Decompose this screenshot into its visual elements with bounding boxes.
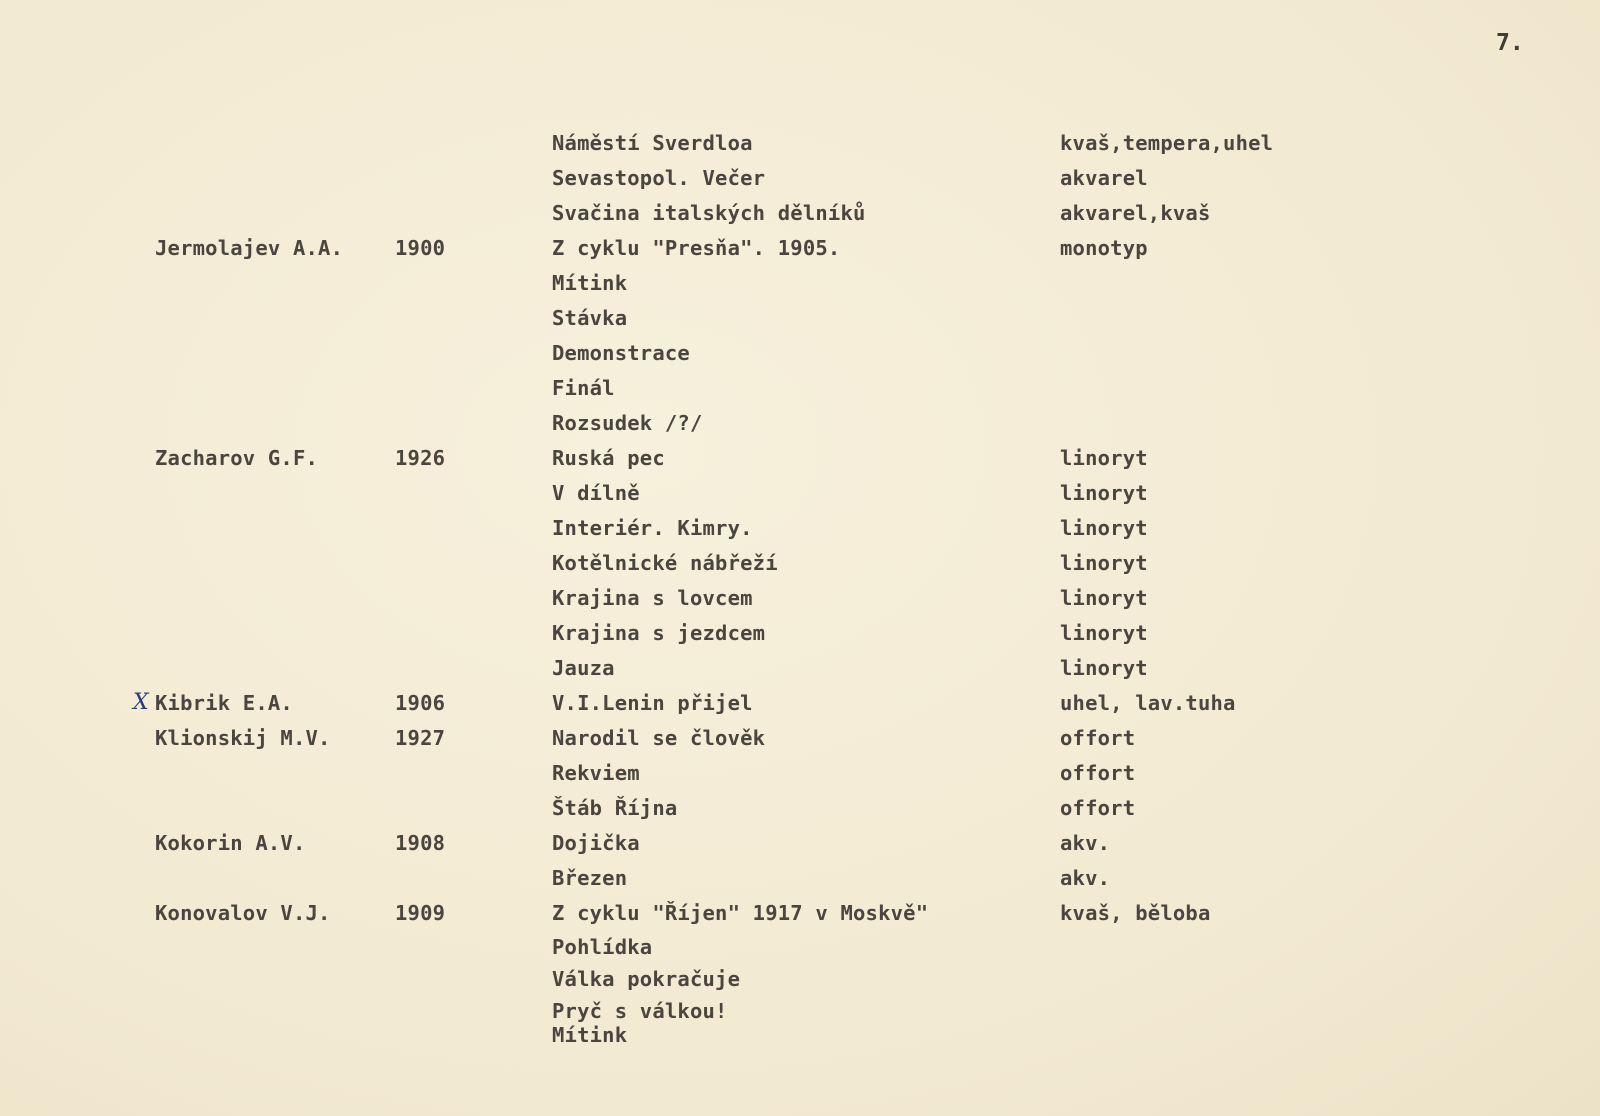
artwork-medium: linoryt: [1060, 446, 1148, 470]
catalog-row: [0, 616, 1600, 650]
catalog-row: [0, 546, 1600, 580]
artwork-medium: offort: [1060, 761, 1136, 785]
catalog-row: [0, 266, 1600, 300]
artwork-title: Náměstí Sverdloa: [552, 131, 753, 155]
birth-year: 1908: [395, 831, 446, 855]
artwork-medium: akv.: [1060, 866, 1111, 890]
catalog-row: [0, 196, 1600, 230]
catalog-row: [0, 930, 1600, 964]
birth-year: 1906: [395, 691, 446, 715]
artwork-title: V.I.Lenin přijel: [552, 691, 753, 715]
catalog-row: [0, 721, 1600, 755]
artwork-title: Kotělnické nábřeží: [552, 551, 778, 575]
artwork-title: Stávka: [552, 306, 628, 330]
catalog-row: [0, 896, 1600, 930]
artwork-title: Rozsudek /?/: [552, 411, 703, 435]
artwork-title: Válka pokračuje: [552, 967, 741, 991]
artwork-title: Z cyklu "Presňa". 1905.: [552, 236, 841, 260]
artwork-title: Jauza: [552, 656, 615, 680]
artist-name: Klionskij M.V.: [155, 726, 331, 750]
artwork-title: Březen: [552, 866, 628, 890]
artwork-title: Finál: [552, 376, 615, 400]
artwork-title: Pohlídka: [552, 935, 653, 959]
catalog-row: [0, 791, 1600, 825]
artwork-title: V dílně: [552, 481, 640, 505]
artwork-medium: linoryt: [1060, 656, 1148, 680]
artist-name: Konovalov V.J.: [155, 901, 331, 925]
catalog-row: [0, 861, 1600, 895]
artwork-medium: uhel, lav.tuha: [1060, 691, 1236, 715]
artwork-medium: linoryt: [1060, 621, 1148, 645]
catalog-row: [0, 476, 1600, 510]
artwork-title: Ruská pec: [552, 446, 665, 470]
catalog-row: [0, 962, 1600, 996]
catalog-row: [0, 231, 1600, 265]
artwork-medium: akv.: [1060, 831, 1111, 855]
artwork-title: Z cyklu "Říjen" 1917 v Moskvě": [552, 901, 929, 925]
catalog-row: [0, 441, 1600, 475]
artwork-medium: linoryt: [1060, 516, 1148, 540]
artwork-medium: offort: [1060, 796, 1136, 820]
page-number: 7.: [1496, 30, 1524, 56]
artwork-title: Krajina s jezdcem: [552, 621, 766, 645]
artwork-medium: kvaš,tempera,uhel: [1060, 131, 1274, 155]
catalog-row: [0, 371, 1600, 405]
catalog-row: [0, 126, 1600, 160]
catalog-row: [0, 301, 1600, 335]
catalog-row: [0, 651, 1600, 685]
catalog-row: [0, 336, 1600, 370]
artist-name: Zacharov G.F.: [155, 446, 319, 470]
artwork-medium: offort: [1060, 726, 1136, 750]
catalog-row: [0, 1018, 1600, 1052]
artist-name: Kokorin A.V.: [155, 831, 306, 855]
catalog-row: [0, 406, 1600, 440]
handwritten-mark: X: [133, 690, 149, 715]
catalog-row: [0, 756, 1600, 790]
artwork-title: Mítink: [552, 1023, 628, 1047]
artwork-medium: akvarel: [1060, 166, 1148, 190]
artwork-medium: kvaš, běloba: [1060, 901, 1211, 925]
birth-year: 1909: [395, 901, 446, 925]
artwork-medium: linoryt: [1060, 551, 1148, 575]
artwork-title: Mítink: [552, 271, 628, 295]
artist-name: Jermolajev A.A.: [155, 236, 344, 260]
artwork-title: Dojička: [552, 831, 640, 855]
artwork-title: Demonstrace: [552, 341, 690, 365]
catalog-row: [0, 686, 1600, 720]
artist-name: Kibrik E.A.: [155, 691, 293, 715]
artwork-title: Interiér. Kimry.: [552, 516, 753, 540]
artwork-title: Rekviem: [552, 761, 640, 785]
artwork-title: Krajina s lovcem: [552, 586, 753, 610]
birth-year: 1926: [395, 446, 446, 470]
catalog-row: [0, 511, 1600, 545]
catalog-row: [0, 161, 1600, 195]
artwork-medium: akvarel,kvaš: [1060, 201, 1211, 225]
artwork-title: Sevastopol. Večer: [552, 166, 766, 190]
catalog-row: [0, 826, 1600, 860]
birth-year: 1900: [395, 236, 446, 260]
artwork-title: Svačina italských dělníků: [552, 201, 866, 225]
birth-year: 1927: [395, 726, 446, 750]
artwork-medium: linoryt: [1060, 481, 1148, 505]
catalog-row: [0, 581, 1600, 615]
artwork-medium: monotyp: [1060, 236, 1148, 260]
artwork-title: Pryč s válkou!: [552, 999, 728, 1023]
artwork-medium: linoryt: [1060, 586, 1148, 610]
artwork-title: Štáb Října: [552, 796, 678, 820]
artwork-title: Narodil se člověk: [552, 726, 766, 750]
